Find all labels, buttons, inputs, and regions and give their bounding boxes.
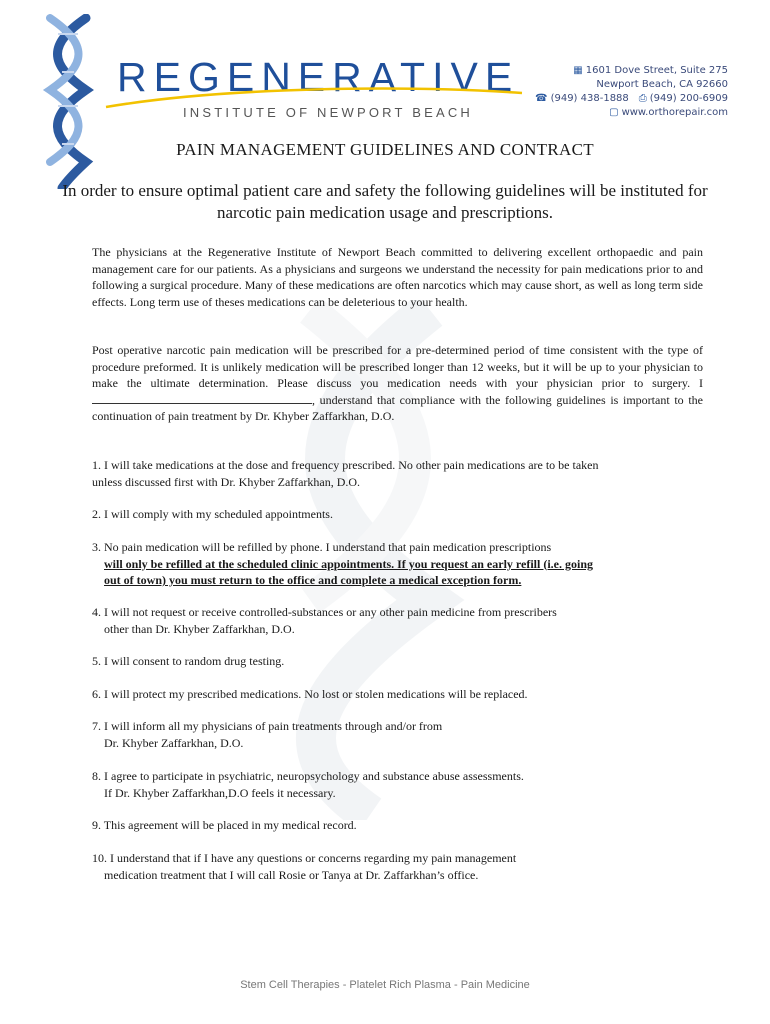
paragraph-post-operative: Post operative narcotic pain medication will be prescribed for a pre-determined period of time consistent with the type of procedure preformed. It is unlikely medication will be prescribed longer than 12 weeks, but it will be up to your physician to make the ultimate determination. Please discuss you medication needs with your physician prior to surgery. I, understand that compliance with the following guidelines is important to the continuation of pain treatment by Dr. Khyber Zaffarkhan, D.O. bbox=[92, 343, 703, 423]
address-line-2: Newport Beach, CA 92660 bbox=[596, 79, 728, 90]
guideline-item-9: 9. This agreement will be placed in my medical record. bbox=[92, 818, 357, 832]
logo-subtitle: INSTITUTE OF NEWPORT BEACH bbox=[183, 105, 474, 120]
guideline-item-1: 1. I will take medications at the dose and frequency prescribed. No other pain medications are to be taken unless discussed first with Dr. Khyber Zaffarkhan, D.O. bbox=[92, 458, 599, 489]
guideline-item-6: 6. I will protect my prescribed medications. No lost or stolen medications will be replaced. bbox=[92, 687, 528, 701]
guideline-item-3: 3. No pain medication will be refilled by phone. I understand that pain medication prescriptions will only be refilled at the scheduled clinic appointments. If you request an early refill (i.e. going out of town) you must return to the office and complete a medical exception form. bbox=[92, 540, 593, 587]
building-icon: ▦ bbox=[573, 65, 583, 76]
helix-logo-icon bbox=[28, 14, 108, 189]
website-line bbox=[535, 106, 728, 120]
paragraph-physicians: The physicians at the Regenerative Institute of Newport Beach committed to delivering excellent orthopaedic and pain management care for our patients. As a physicians and surgeons we understand the necessity for pain medications prior to and following a surgical procedure. Many of these medications are often narcotics which may cause short, as well as long term side effects. Long term use of theses medications can be deleterious to your health. bbox=[92, 245, 703, 309]
guideline-item-2: 2. I will comply with my scheduled appointments. bbox=[92, 507, 333, 521]
address-line-1: ▦ 1601 Dove Street, Suite 275 bbox=[573, 65, 728, 76]
guideline-item-7: 7. I will inform all my physicians of pain treatments through and/or from Dr. Khyber Zaffarkhan, D.O. bbox=[92, 719, 443, 750]
guideline-item-5: 5. I will consent to random drug testing. bbox=[92, 654, 285, 668]
document-title: PAIN MANAGEMENT GUIDELINES AND CONTRACT bbox=[176, 140, 594, 159]
logo-wordmark: REGENERATIVE bbox=[117, 54, 520, 100]
computer-icon: ▢ bbox=[609, 107, 619, 118]
contact-block bbox=[535, 64, 728, 120]
guideline-item-4: 4. I will not request or receive controlled-substances or any other pain medicine from prescribers other than Dr. Khyber Zaffarkhan, D.O. bbox=[92, 605, 557, 636]
patient-name-blank[interactable] bbox=[92, 392, 312, 404]
phone-icon: ☎ bbox=[535, 93, 548, 104]
phone-line: ☎ (949) 438-1888 ⎙ (949) 200-6909 bbox=[535, 93, 728, 104]
intro-statement: In order to ensure optimal patient care and safety the following guidelines will be instituted for narcotic pain medication usage and prescriptions. bbox=[62, 181, 708, 222]
guideline-item-8: 8. I agree to participate in psychiatric, neuropsychology and substance abuse assessments. If Dr. Khyber Zaffarkhan,D.O feels it necessary. bbox=[92, 769, 524, 800]
guideline-item-10: 10. I understand that if I have any questions or concerns regarding my pain management medication treatment that I will call Rosie or Tanya at Dr. Zaffarkhan’s office. bbox=[92, 851, 517, 882]
footer-services: Stem Cell Therapies - Platelet Rich Plasma - Pain Medicine bbox=[240, 979, 530, 991]
fax-icon: ⎙ bbox=[638, 93, 647, 104]
website-link[interactable]: www.orthorepair.com bbox=[621, 107, 728, 118]
